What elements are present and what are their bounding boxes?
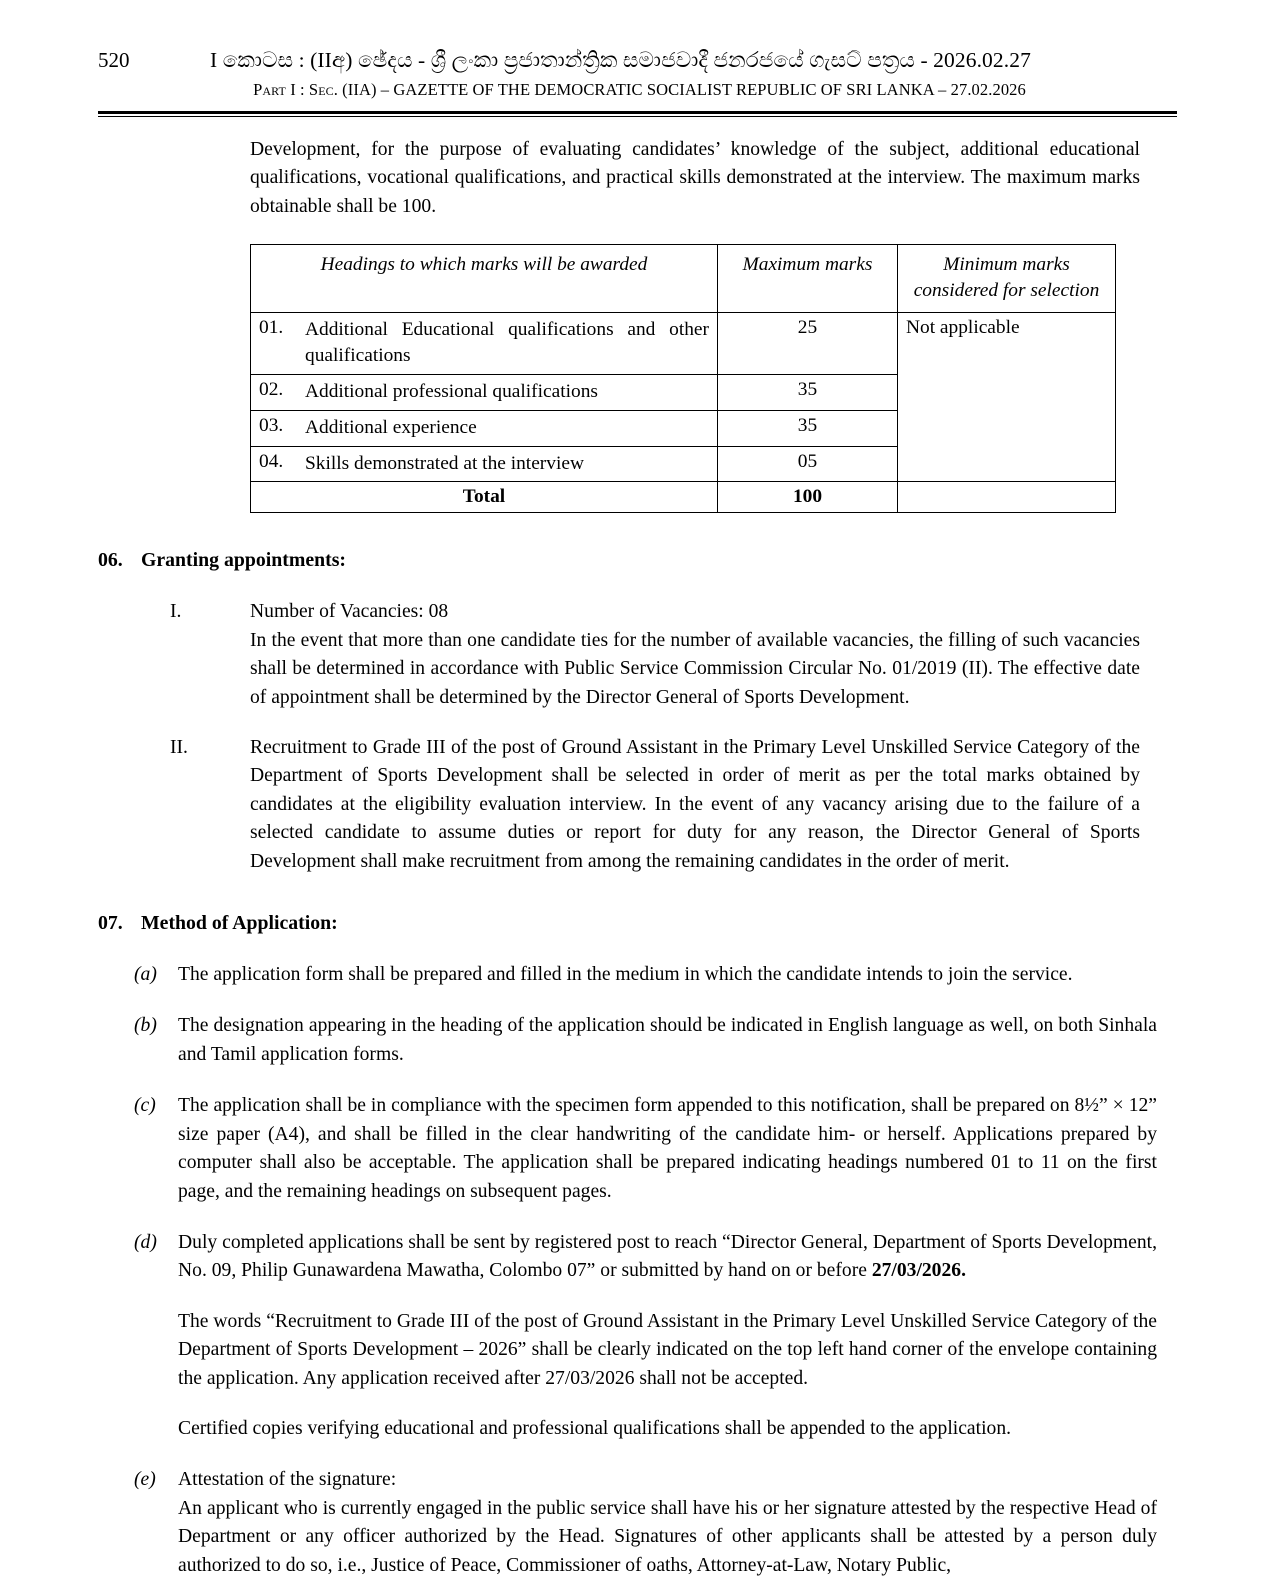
item-text: The application form shall be prepared and filled in the medium in which the candidate intends to join the service.: [178, 964, 1073, 986]
row-number: 03.: [259, 414, 284, 436]
section-heading-07: [98, 912, 1275, 935]
section-06-items: [0, 598, 1275, 876]
column-header-minimum-marks: [898, 245, 1116, 312]
column-header-headings: Headings to which marks will be awarded: [251, 245, 718, 312]
sub-paragraph-certified-copies: Certified copies verifying educational and professional qualifications shall be appended to the application.: [178, 1417, 1012, 1439]
item-letter: (a): [134, 964, 157, 986]
list-item: [134, 1466, 1157, 1580]
item-line-1: Attestation of the signature:: [178, 1469, 397, 1491]
section-title: Method of Application:: [141, 912, 338, 935]
item-letter: (c): [134, 1095, 156, 1117]
row-maximum-marks: 05: [718, 446, 898, 482]
page-header: [0, 0, 1275, 117]
intro-paragraph: Development, for the purpose of evaluating candidates’ knowledge of the subject, additional educational qualifications, vocational qualifications, and practical skills demonstrated at the interview. The maximum marks obtainable shall be 100.: [250, 139, 1140, 217]
item-text: Duly completed applications shall be sent by registered post to reach “Director General, Department of Sports Development, No. 09, Philip Gunawardena Mawatha, Colombo 07” or submitted by hand on or before: [178, 1231, 1157, 1282]
section-number: 07.: [98, 912, 123, 935]
item-body: [178, 1229, 1157, 1443]
header-english-title: Part I : Sec. (IIA) – GAZETTE OF THE DEMOCRATIC SOCIALIST REPUBLIC OF SRI LANKA – 27.02.2026: [253, 80, 1026, 99]
list-item: [170, 734, 1140, 876]
item-letter: (b): [134, 1015, 157, 1037]
column-header-maximum-marks: Maximum marks: [718, 245, 898, 312]
page-body: [0, 117, 1275, 1580]
item-text: In the event that more than one candidate ties for the number of available vacancies, the filling of such vacancies shall be determined in accordance with Public Service Commission Circular No. 01/2019 (II). The effective date of appointment shall be determined by the Director General of Sports Development.: [250, 629, 1140, 708]
list-item: [134, 1092, 1157, 1206]
minimum-marks-line-1: Minimum marks: [943, 254, 1070, 276]
section-title: Granting appointments:: [141, 549, 346, 572]
row-number: 01.: [259, 316, 284, 338]
item-letter: (e): [134, 1469, 156, 1491]
row-maximum-marks: 35: [718, 375, 898, 411]
table-total-row: [251, 482, 1116, 513]
header-primary-line: [0, 48, 1275, 73]
deadline-date: 27/03/2026.: [871, 1260, 966, 1282]
item-text: The designation appearing in the heading of the application should be indicated in English language as well, on both Sinhala and Tamil application forms.: [178, 1015, 1157, 1065]
minimum-marks-value: Not applicable: [898, 312, 1116, 482]
table-header-row: [251, 245, 1116, 312]
total-maximum-marks: 100: [718, 482, 898, 513]
header-divider: [98, 111, 1177, 117]
row-number: 02.: [259, 379, 284, 401]
item-text: An applicant who is currently engaged in the public service shall have his or her signature attested by the respective Head of Department or any officer authorized by the Head. Signatures of other applicants shall be attested by a person duly authorized to do so, i.e., Justice of Peace, Commissioner of oaths, Attorney-at-Law, Notary Public,: [178, 1497, 1157, 1576]
row-number: 04.: [259, 450, 284, 472]
section-heading-06: [98, 549, 1275, 572]
item-line-1: Number of Vacancies: 08: [250, 601, 449, 623]
list-item: [170, 598, 1140, 712]
row-heading-text: Skills demonstrated at the interview: [305, 452, 584, 474]
item-numeral: II.: [170, 737, 188, 759]
row-heading-text: Additional Educational qualifications and other qualifications: [305, 318, 709, 367]
header-sinhala-title: I කොටස : (IIඅ) ඡේදය - ශ්‍රී ලංකා ප්‍රජාතාන්ත්‍රික සමාජවාදී ජනරජයේ ගැසට් පත්‍රය - 2026.02.27: [210, 48, 1031, 72]
section-number: 06.: [98, 549, 123, 572]
item-letter: (d): [134, 1231, 157, 1253]
total-label: Total: [251, 482, 718, 513]
item-body: [178, 1466, 1157, 1580]
list-item: [134, 1229, 1157, 1443]
section-07-items: [0, 961, 1275, 1580]
row-heading-cell: [251, 446, 718, 482]
row-maximum-marks: 35: [718, 410, 898, 446]
row-maximum-marks: 25: [718, 312, 898, 375]
item-body: [250, 598, 1140, 712]
total-minimum-marks: [898, 482, 1116, 513]
sub-paragraph-envelope: The words “Recruitment to Grade III of the post of Ground Assistant in the Primary Level Unskilled Service Category of the Department of Sports Development – 2026” shall be clearly indicated on the top left hand corner of the envelope containing the application. Any application received after 27/03/2026 shall not be accepted.: [178, 1310, 1157, 1389]
marks-table: [250, 244, 1116, 513]
page-number: 520: [98, 48, 130, 72]
row-heading-cell: [251, 410, 718, 446]
minimum-marks-line-2: considered for selection: [913, 280, 1100, 302]
item-numeral: I.: [170, 601, 182, 623]
row-heading-text: Additional professional qualifications: [305, 381, 598, 403]
table-row: [251, 312, 1116, 375]
row-heading-cell: [251, 375, 718, 411]
list-item: [134, 961, 1157, 989]
item-text: Recruitment to Grade III of the post of Ground Assistant in the Primary Level Unskilled Service Category of the Department of Sports Development shall be selected in order of merit as per the total marks obtained by candidates at the eligibility evaluation interview. In the event of any vacancy arising due to the failure of a selected candidate to assume duties or report for duty for any reason, the Director General of Sports Development shall make recruitment from among the remaining candidates in the order of merit.: [250, 737, 1140, 872]
list-item: [134, 1012, 1157, 1069]
item-text: The application shall be in compliance with the specimen form appended to this notification, shall be prepared on 8½” × 12” size paper (A4), and shall be filled in the clear handwriting of the candidate him- or herself. Applications prepared by computer shall also be acceptable. The application shall be prepared indicating headings numbered 01 to 11 on the first page, and the remaining headings on subsequent pages.: [178, 1095, 1157, 1202]
row-heading-cell: [251, 312, 718, 375]
row-heading-text: Additional experience: [305, 416, 477, 438]
